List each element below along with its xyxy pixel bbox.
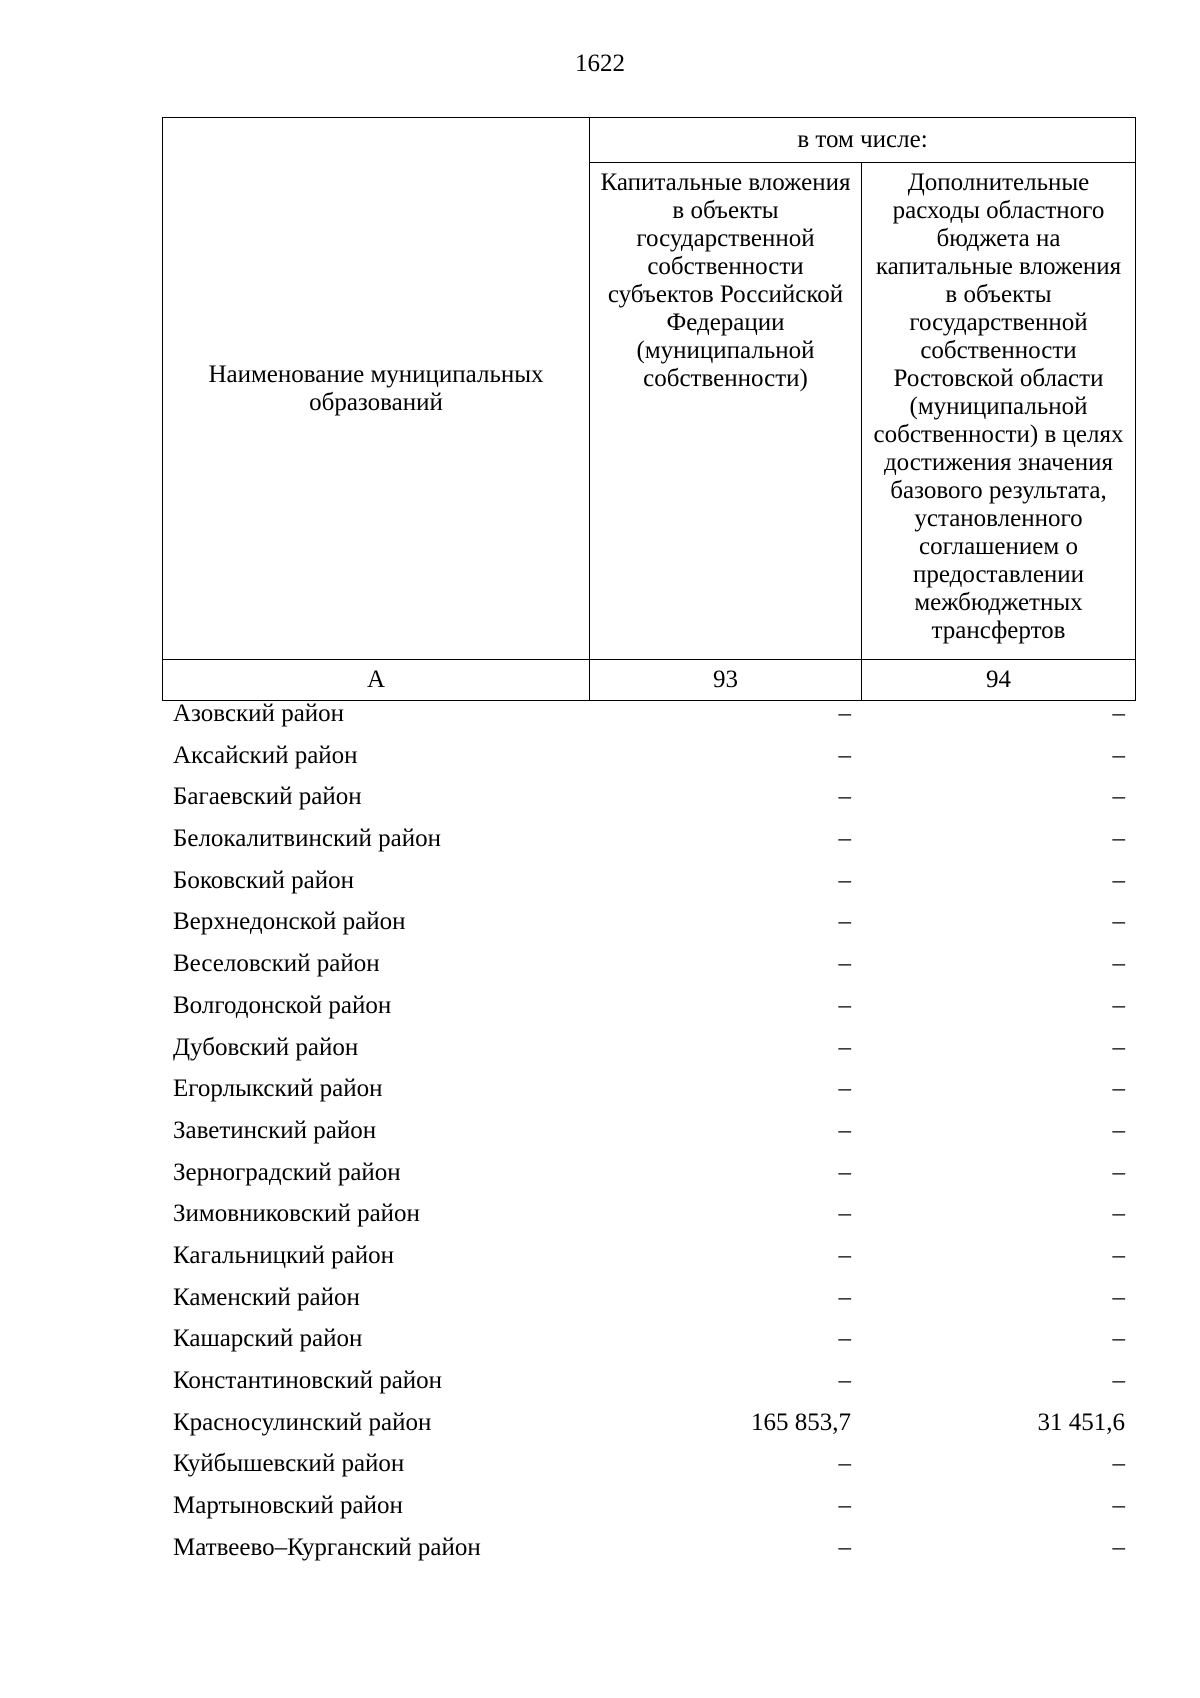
row-value-94: – (1112, 1033, 1125, 1061)
table-row (0, 825, 1200, 867)
row-name: Волгодонской район (173, 991, 392, 1019)
column-number-94: 94 (862, 660, 1136, 701)
table-header (162, 117, 1136, 701)
row-name: Константиновский район (173, 1367, 443, 1394)
row-name: Зерноградский район (173, 1158, 401, 1186)
table-row (0, 1284, 1200, 1326)
row-value-93: – (838, 1075, 851, 1103)
table-row (0, 1367, 1200, 1409)
table-row (0, 1034, 1200, 1076)
row-value-94: – (1112, 783, 1125, 811)
row-name: Азовский район (173, 700, 345, 727)
row-value-94: – (1112, 991, 1125, 1019)
row-value-93: – (838, 1367, 851, 1394)
row-name: Багаевский район (173, 783, 362, 811)
row-value-93: – (838, 700, 851, 727)
table-row (0, 867, 1200, 909)
table-body (0, 700, 1200, 1575)
table-row (0, 742, 1200, 784)
row-value-94: – (1112, 1241, 1125, 1269)
table-row (0, 1159, 1200, 1201)
row-name: Куйбышевский район (173, 1450, 405, 1478)
row-name: Дубовский район (173, 1033, 359, 1061)
row-value-94: – (1112, 1533, 1125, 1561)
row-value-94: – (1112, 908, 1125, 936)
row-value-93: – (838, 1200, 851, 1228)
row-name: Аксайский район (173, 741, 358, 769)
row-name: Матвеево–Курганский район (173, 1533, 481, 1561)
table-row (0, 950, 1200, 992)
row-value-94: – (1112, 950, 1125, 978)
row-name: Егорлыкский район (173, 1075, 383, 1103)
row-name: Белокалитвинский район (173, 825, 441, 853)
table-row (0, 1325, 1200, 1367)
table-row (0, 1450, 1200, 1492)
row-value-93: 165 853,7 (751, 1408, 851, 1436)
row-name: Мартыновский район (173, 1492, 403, 1520)
column-header-94: Дополнительные расходы областного бюджета на капитальные вложения в объекты государственной собственности Ростовской области (муниципальной собственности) в целях достижения значения базового результата, установленного соглашением о предоставлении межбюджетных трансфертов (862, 163, 1136, 660)
page-number: 1622 (575, 50, 625, 77)
column-header-93: Капитальные вложения в объекты государственной собственности субъектов Российской Федерации (муниципальной собственности) (590, 163, 862, 660)
row-value-93: – (838, 825, 851, 853)
row-value-93: – (838, 1033, 851, 1061)
row-name: Зимовниковский район (173, 1200, 420, 1228)
table-row (0, 783, 1200, 825)
row-value-94: – (1112, 1200, 1125, 1228)
row-value-93: – (838, 783, 851, 811)
table-row (0, 992, 1200, 1034)
row-name: Красносулинский район (173, 1408, 432, 1436)
row-value-94: – (1112, 1283, 1125, 1311)
column-header-name: Наименование муниципальных образований (163, 118, 590, 660)
table-row (0, 700, 1200, 742)
row-value-93: – (838, 1325, 851, 1353)
row-value-93: – (838, 1116, 851, 1144)
column-group-header: в том числе: (590, 118, 1136, 163)
row-name: Кагальницкий район (173, 1241, 395, 1269)
row-value-94: – (1112, 1325, 1125, 1353)
row-value-94: – (1112, 700, 1125, 727)
row-value-93: – (838, 908, 851, 936)
row-value-93: – (838, 1283, 851, 1311)
row-value-93: – (838, 950, 851, 978)
row-value-94: 31 451,6 (1037, 1408, 1125, 1436)
row-value-93: – (838, 1450, 851, 1478)
row-name: Кашарский район (173, 1325, 363, 1353)
row-value-94: – (1112, 1367, 1125, 1394)
row-value-94: – (1112, 741, 1125, 769)
row-value-93: – (838, 866, 851, 894)
table-row (0, 1242, 1200, 1284)
row-value-93: – (838, 1492, 851, 1520)
column-number-a: А (163, 660, 590, 701)
column-number-93: 93 (590, 660, 862, 701)
row-name: Заветинский район (173, 1116, 377, 1144)
row-value-94: – (1112, 825, 1125, 853)
row-name: Каменский район (173, 1283, 360, 1311)
table-row (0, 1075, 1200, 1117)
row-value-94: – (1112, 1492, 1125, 1520)
row-value-94: – (1112, 866, 1125, 894)
row-value-94: – (1112, 1116, 1125, 1144)
row-value-94: – (1112, 1450, 1125, 1478)
row-value-93: – (838, 1241, 851, 1269)
row-name: Боковский район (173, 866, 354, 894)
table-row (0, 1534, 1200, 1576)
row-name: Веселовский район (173, 950, 380, 978)
table-row (0, 1117, 1200, 1159)
row-value-94: – (1112, 1158, 1125, 1186)
row-value-93: – (838, 1158, 851, 1186)
table-row (0, 1409, 1200, 1451)
table-row (0, 1492, 1200, 1534)
row-value-93: – (838, 991, 851, 1019)
table-row (0, 1200, 1200, 1242)
row-name: Верхнедонской район (173, 908, 406, 936)
row-value-94: – (1112, 1075, 1125, 1103)
row-value-93: – (838, 741, 851, 769)
table-row (0, 908, 1200, 950)
row-value-93: – (838, 1533, 851, 1561)
